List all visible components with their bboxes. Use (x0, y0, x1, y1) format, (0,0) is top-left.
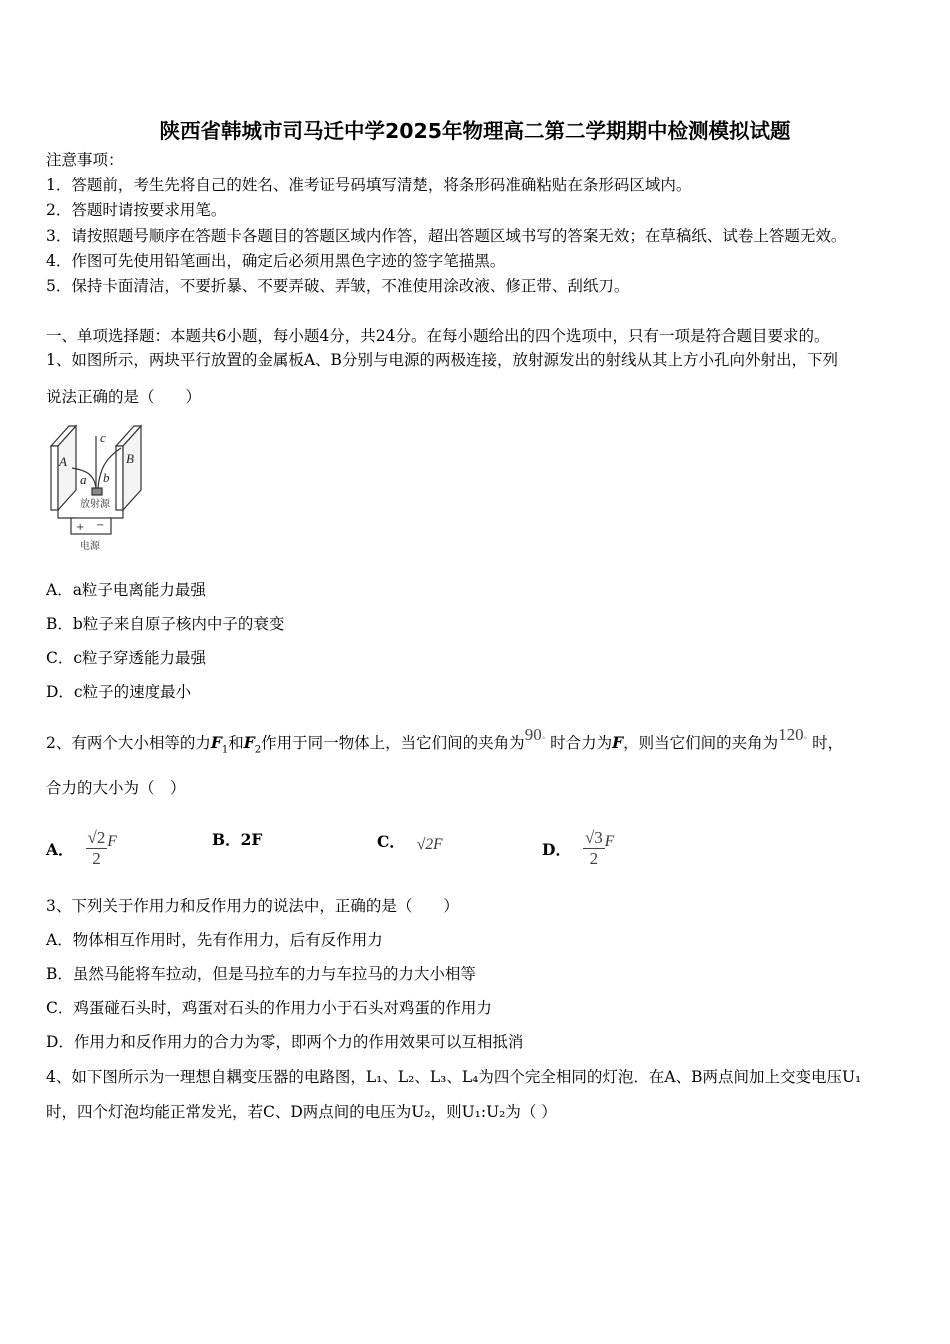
q1-stem-cont: 说法正确的是（ ） (46, 388, 202, 406)
q3-stem: 3、下列关于作用力和反作用力的说法中，正确的是（ ） (46, 897, 459, 915)
q1-option-c: C．c粒子穿透能力最强 (46, 649, 207, 667)
q4-stem-cont: 时，四个灯泡均能正常发光，若C、D两点间的电压为U₂，则U₁:U₂为（ ） (46, 1103, 557, 1121)
q1-option-b: B．b粒子来自原子核内中子的衰变 (46, 615, 285, 633)
q2-stem-cont: 合力的大小为（ ） (46, 779, 186, 797)
q1-option-d: D．c粒子的速度最小 (46, 683, 192, 701)
note-item: 1．答题前，考生先将自己的姓名、准考证号码填写清楚，将条形码准确粘贴在条形码区域内。 (46, 176, 692, 194)
ray-b-label: b (103, 470, 110, 485)
ray-c-label: c (100, 430, 106, 445)
note-item: 4．作图可先使用铅笔画出，确定后必须用黑色字迹的签字笔描黑。 (46, 252, 506, 270)
plate-a-label: A (59, 454, 67, 469)
q3-option-b: B．虽然马能将车拉动，但是马拉车的力与车拉马的力大小相等 (46, 965, 476, 983)
plate-b-label: B (126, 451, 134, 466)
angle-120: 120 (778, 725, 804, 745)
q3-option-c: C．鸡蛋碰石头时，鸡蛋对石头的作用力小于石头对鸡蛋的作用力 (46, 999, 492, 1017)
section-heading: 一、单项选择题：本题共6小题，每小题4分，共24分。在每小题给出的四个选项中，只有一项是符合题目要求的。 (46, 327, 830, 345)
q4-stem: 4、如下图所示为一理想自耦变压器的电路图，L₁、L₂、L₃、L₄为四个完全相同的灯泡．在A、B两点间加上交变电压U₁ (46, 1068, 862, 1086)
q2-option-a: A． $\frac{√2}{2}$ F (46, 828, 117, 868)
source-label: 放射源 (80, 499, 110, 510)
q2-option-c: C． √2F (377, 832, 443, 853)
notes-heading: 注意事项： (46, 151, 124, 169)
q3-option-d: D．作用力和反作用力的合力为零，即两个力的作用效果可以互相抵消 (46, 1033, 524, 1051)
q1-figure (46, 418, 156, 554)
note-item: 2．答题时请按要求用笔。 (46, 201, 227, 219)
q1-stem: 1、如图所示，两块平行放置的金属板A、B分别与电源的两极连接，放射源发出的射线从其上方小孔向外射出，下列 (46, 351, 838, 369)
minus-sign: − (96, 520, 105, 531)
ray-a-label: a (80, 472, 87, 487)
q2-stem: 2、有两个大小相等的力$F_1$和$F_2$作用于同一物体上，当它们间的夹角为90° 时合力为F，则当它们间的夹角为120° 时， (46, 725, 844, 756)
plus-sign: + (76, 522, 85, 533)
note-item: 3．请按照题号顺序在答题卡各题目的答题区域内作答，超出答题区域书写的答案无效；在草稿纸、试卷上答题无效。 (46, 227, 847, 245)
page-title: 陕西省韩城市司马迁中学2025年物理高二第二学期期中检测模拟试题 (159, 119, 791, 143)
q1-option-a: A．a粒子电离能力最强 (46, 581, 206, 599)
note-item: 5．保持卡面清洁，不要折暴、不要弄破、弄皱，不准使用涂改液、修正带、刮纸刀。 (46, 277, 630, 295)
q2-option-d: D． $\frac{√3}{2}$ F (542, 828, 615, 868)
q2-option-b: B．2F (212, 830, 263, 849)
q3-option-a: A．物体相互作用时，先有作用力，后有反作用力 (46, 931, 383, 949)
power-label: 电源 (80, 541, 100, 552)
angle-90: 90 (524, 725, 542, 745)
